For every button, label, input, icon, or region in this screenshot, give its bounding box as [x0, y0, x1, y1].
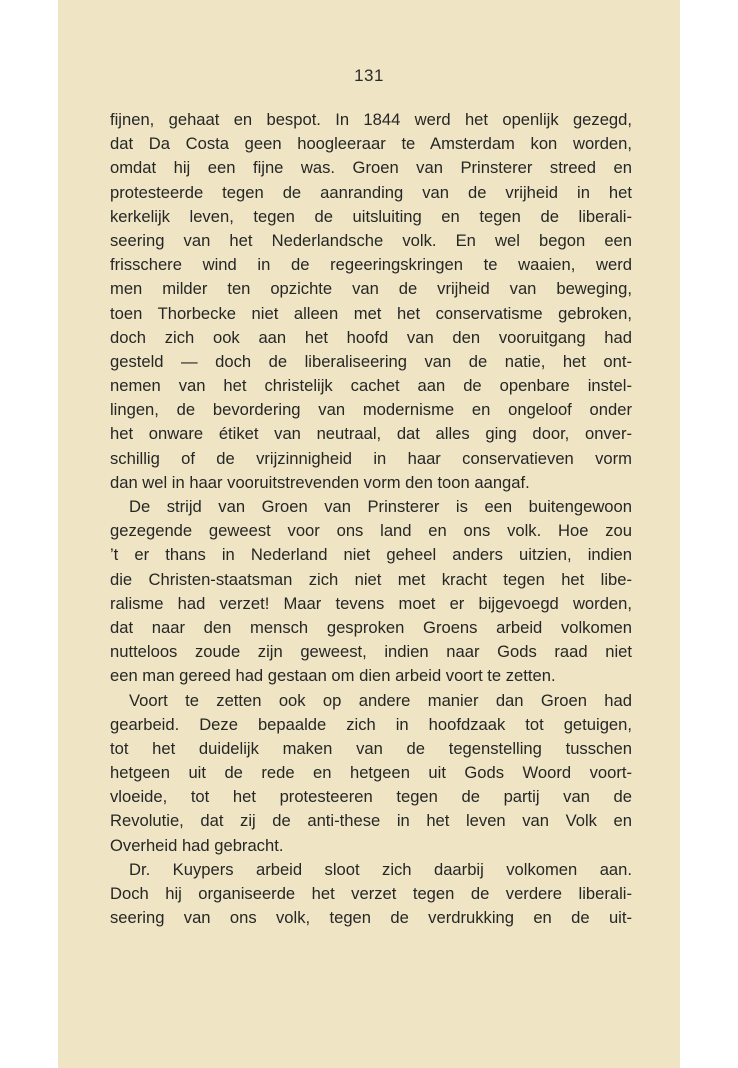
text-line: dan wel in haar vooruitstrevenden vorm den toon aangaf.: [110, 472, 530, 492]
text-line: Revolutie, dat zij de anti-these in het leven van Volk en: [110, 811, 632, 831]
text-line: protesteerde tegen de aanranding van de vrijheid in het: [110, 182, 632, 202]
text-line: kerkelijk leven, tegen de uitsluiting en tegen de liberali-: [110, 206, 632, 226]
text-line: die Christen-staatsman zich niet met kracht tegen het libe-: [110, 569, 632, 589]
text-line: ralisme had verzet! Maar tevens moet er bijgevoegd worden,: [110, 593, 632, 613]
text-line: Doch hij organiseerde het verzet tegen de verdere liberali-: [110, 884, 632, 903]
text-line: gearbeid. Deze bepaalde zich in hoofdzaak tot getuigen,: [110, 714, 632, 734]
text-line: frisschere wind in de regeeringskringen te waaien, werd: [110, 255, 632, 275]
book-page: [58, 0, 680, 1068]
text-line: dat Da Costa geen hoogleeraar te Amsterdam kon worden,: [110, 134, 632, 154]
text-line: lingen, de bevordering van modernisme en ongeloof onder: [110, 400, 632, 420]
text-line: gesteld — doch de liberaliseering van de natie, het ont-: [110, 351, 632, 371]
text-line: nutteloos zoude zijn geweest, indien naar Gods raad niet: [110, 642, 632, 662]
text-line: toen Thorbecke niet alleen met het conservatisme gebroken,: [110, 303, 632, 323]
text-line: doch zich ook aan het hoofd van den vooruitgang had: [110, 327, 632, 347]
text-line: seering van ons volk, tegen de verdrukking en de uit-: [110, 908, 632, 928]
text-line: Dr. Kuypers arbeid sloot zich daarbij volkomen aan.: [129, 859, 632, 879]
text-line: dat naar den mensch gesproken Groens arbeid volkomen: [110, 617, 632, 637]
text-line: fijnen, gehaat en bespot. In 1844 werd het openlijk gezegd,: [110, 110, 632, 129]
text-line: De strijd van Groen van Prinsterer is een buitengewoon: [129, 497, 632, 516]
text-line: tot het duidelijk maken van de tegenstelling tusschen: [110, 738, 632, 758]
text-line: schillig of de vrijzinnigheid in haar conservatieven vorm: [110, 448, 632, 468]
text-line: hetgeen uit de rede en hetgeen uit Gods Woord voort-: [110, 763, 632, 783]
text-line: ’t er thans in Nederland niet geheel anders uitzien, indien: [110, 545, 632, 565]
text-line: een man gereed had gestaan om dien arbeid voort te zetten.: [110, 666, 556, 686]
body-text: [110, 108, 632, 930]
text-line: omdat hij een fijne was. Groen van Prinsterer streed en: [110, 158, 632, 178]
text-line: Voort te zetten ook op andere manier dan Groen had: [129, 690, 632, 710]
text-line: seering van het Nederlandsche volk. En wel begon een: [110, 230, 632, 250]
text-line: het onware étiket van neutraal, dat alles ging door, onver-: [110, 424, 632, 444]
text-line: nemen van het christelijk cachet aan de openbare instel-: [110, 376, 632, 396]
page-number: 131: [354, 66, 384, 85]
text-line: vloeide, tot het protesteeren tegen de partij van de: [110, 787, 632, 807]
text-line: men milder ten opzichte van de vrijheid van beweging,: [110, 279, 632, 299]
text-line: gezegende geweest voor ons land en ons volk. Hoe zou: [110, 521, 632, 541]
text-line: Overheid had gebracht.: [110, 835, 284, 855]
